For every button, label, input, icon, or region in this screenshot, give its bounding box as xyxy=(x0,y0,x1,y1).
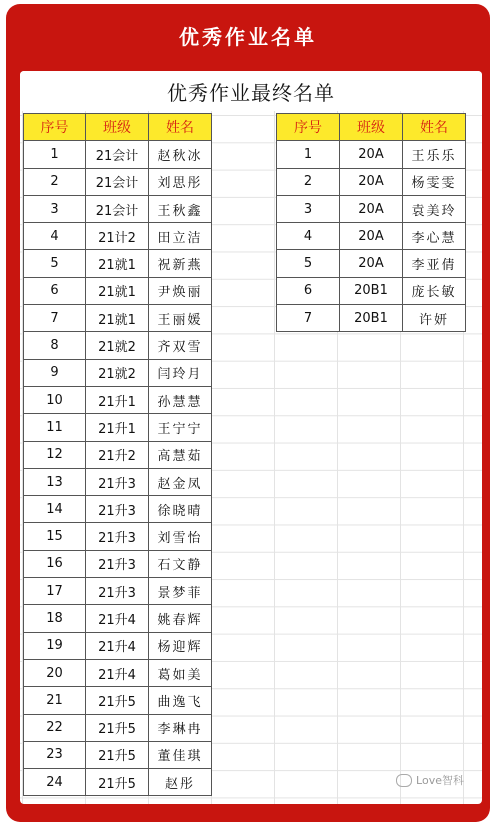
cell-class: 21升3 xyxy=(86,496,149,523)
cell-class: 21会计 xyxy=(86,168,149,195)
cell-class: 21会计 xyxy=(86,141,149,168)
cell-class: 20B1 xyxy=(340,277,403,304)
table-row xyxy=(277,168,466,195)
table-row xyxy=(24,659,212,686)
cell-name: 许妍 xyxy=(403,305,466,332)
table-row xyxy=(277,277,466,304)
cell-class: 21升3 xyxy=(86,578,149,605)
cell-index: 20 xyxy=(24,659,86,686)
cell-name: 石文静 xyxy=(149,550,212,577)
cell-index: 17 xyxy=(24,578,86,605)
cell-class: 20A xyxy=(340,168,403,195)
cell-index: 16 xyxy=(24,550,86,577)
cell-class: 21升4 xyxy=(86,632,149,659)
table-row xyxy=(24,441,212,468)
table-row xyxy=(24,632,212,659)
cell-name: 葛如美 xyxy=(149,659,212,686)
cell-index: 5 xyxy=(24,250,86,277)
cell-name: 高慧茹 xyxy=(149,441,212,468)
cell-index: 4 xyxy=(277,223,340,250)
cell-name: 徐晓晴 xyxy=(149,496,212,523)
table-row xyxy=(277,305,466,332)
cell-name: 杨迎辉 xyxy=(149,632,212,659)
cell-index: 3 xyxy=(24,195,86,222)
table-row xyxy=(24,359,212,386)
header-class: 班级 xyxy=(86,114,149,141)
cell-index: 7 xyxy=(277,305,340,332)
table-row xyxy=(24,305,212,332)
cell-name: 孙慧慧 xyxy=(149,386,212,413)
table-row xyxy=(24,195,212,222)
table-row xyxy=(24,386,212,413)
watermark-text: Love智科 xyxy=(416,774,464,787)
cell-index: 6 xyxy=(277,277,340,304)
header-index: 序号 xyxy=(277,114,340,141)
cell-index: 3 xyxy=(277,195,340,222)
cell-index: 2 xyxy=(277,168,340,195)
table-row xyxy=(24,332,212,359)
cell-class: 21会计 xyxy=(86,195,149,222)
table-row xyxy=(277,250,466,277)
cell-name: 齐双雪 xyxy=(149,332,212,359)
cell-name: 赵彤 xyxy=(149,769,212,796)
banner-title: 优秀作业名单 xyxy=(179,24,317,49)
table-row xyxy=(24,277,212,304)
cell-index: 14 xyxy=(24,496,86,523)
watermark xyxy=(396,772,464,788)
cell-name: 祝新燕 xyxy=(149,250,212,277)
cell-class: 21升3 xyxy=(86,468,149,495)
cell-index: 22 xyxy=(24,714,86,741)
cell-class: 21升1 xyxy=(86,414,149,441)
cell-index: 11 xyxy=(24,414,86,441)
cell-class: 21计2 xyxy=(86,223,149,250)
cell-index: 1 xyxy=(277,141,340,168)
cell-index: 12 xyxy=(24,441,86,468)
cell-index: 8 xyxy=(24,332,86,359)
cell-class: 21升5 xyxy=(86,741,149,768)
cell-name: 赵秋冰 xyxy=(149,141,212,168)
left-roster-table xyxy=(23,113,212,796)
table-row xyxy=(24,523,212,550)
cell-index: 21 xyxy=(24,687,86,714)
cell-name: 王秋鑫 xyxy=(149,195,212,222)
cell-class: 21就1 xyxy=(86,250,149,277)
header-index: 序号 xyxy=(24,114,86,141)
table-row xyxy=(24,578,212,605)
table-row xyxy=(24,168,212,195)
cell-class: 21升4 xyxy=(86,659,149,686)
header-row xyxy=(277,114,466,141)
cell-name: 董佳琪 xyxy=(149,741,212,768)
cell-name: 杨雯雯 xyxy=(403,168,466,195)
cell-name: 庞长敏 xyxy=(403,277,466,304)
cell-index: 23 xyxy=(24,741,86,768)
header-class: 班级 xyxy=(340,114,403,141)
cell-index: 1 xyxy=(24,141,86,168)
cell-class: 21就1 xyxy=(86,277,149,304)
table-row xyxy=(24,496,212,523)
table-row xyxy=(24,769,212,796)
cell-name: 李琳冉 xyxy=(149,714,212,741)
cell-name: 李亚倩 xyxy=(403,250,466,277)
header-row xyxy=(24,114,212,141)
table-row xyxy=(24,605,212,632)
cell-name: 李心慧 xyxy=(403,223,466,250)
cell-index: 18 xyxy=(24,605,86,632)
table-row xyxy=(277,195,466,222)
cell-index: 13 xyxy=(24,468,86,495)
cell-name: 姚春辉 xyxy=(149,605,212,632)
cell-class: 21升1 xyxy=(86,386,149,413)
table-row xyxy=(24,141,212,168)
header-name: 姓名 xyxy=(149,114,212,141)
cell-name: 曲逸飞 xyxy=(149,687,212,714)
table-row xyxy=(24,687,212,714)
cell-name: 景梦菲 xyxy=(149,578,212,605)
cell-class: 20A xyxy=(340,223,403,250)
cell-class: 21就1 xyxy=(86,305,149,332)
cell-name: 袁美玲 xyxy=(403,195,466,222)
cell-index: 7 xyxy=(24,305,86,332)
cell-class: 21就2 xyxy=(86,332,149,359)
table-row xyxy=(24,468,212,495)
cell-class: 21升5 xyxy=(86,714,149,741)
cell-class: 20B1 xyxy=(340,305,403,332)
red-frame xyxy=(6,4,490,822)
cell-class: 21升3 xyxy=(86,550,149,577)
sheet-title: 优秀作业最终名单 xyxy=(20,71,482,111)
right-roster-table xyxy=(276,113,466,332)
cell-name: 王丽媛 xyxy=(149,305,212,332)
cell-name: 刘思彤 xyxy=(149,168,212,195)
wechat-icon xyxy=(396,774,412,787)
cell-class: 21升4 xyxy=(86,605,149,632)
cell-class: 21升5 xyxy=(86,769,149,796)
spreadsheet-image xyxy=(20,71,482,804)
header-name: 姓名 xyxy=(403,114,466,141)
cell-class: 20A xyxy=(340,141,403,168)
cell-index: 6 xyxy=(24,277,86,304)
cell-class: 21升5 xyxy=(86,687,149,714)
cell-index: 24 xyxy=(24,769,86,796)
table-row xyxy=(24,550,212,577)
cell-name: 尹焕丽 xyxy=(149,277,212,304)
cell-class: 21升3 xyxy=(86,523,149,550)
table-row xyxy=(24,741,212,768)
cell-class: 21就2 xyxy=(86,359,149,386)
table-row xyxy=(24,414,212,441)
cell-index: 4 xyxy=(24,223,86,250)
cell-index: 2 xyxy=(24,168,86,195)
cell-name: 王乐乐 xyxy=(403,141,466,168)
table-row xyxy=(24,223,212,250)
cell-name: 闫玲月 xyxy=(149,359,212,386)
cell-index: 19 xyxy=(24,632,86,659)
cell-index: 15 xyxy=(24,523,86,550)
cell-class: 21升2 xyxy=(86,441,149,468)
cell-index: 9 xyxy=(24,359,86,386)
cell-name: 刘雪怡 xyxy=(149,523,212,550)
table-row xyxy=(277,223,466,250)
cell-name: 赵金凤 xyxy=(149,468,212,495)
table-row xyxy=(24,250,212,277)
table-row xyxy=(24,714,212,741)
cell-name: 王宁宁 xyxy=(149,414,212,441)
table-row xyxy=(277,141,466,168)
cell-class: 20A xyxy=(340,195,403,222)
cell-class: 20A xyxy=(340,250,403,277)
cell-index: 5 xyxy=(277,250,340,277)
cell-name: 田立洁 xyxy=(149,223,212,250)
cell-index: 10 xyxy=(24,386,86,413)
